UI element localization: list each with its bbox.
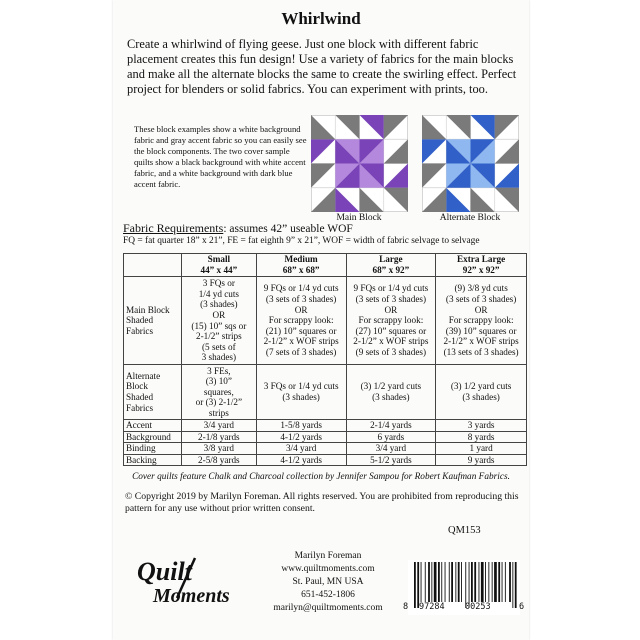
header-small: Small 44” x 44” [181, 254, 256, 277]
row-label-binding: Binding [124, 443, 182, 455]
logo-text-moments: Moments [153, 585, 230, 607]
table-cell: 2-1/8 yards [181, 431, 256, 443]
fabric-abbreviations: FQ = fat quarter 18” x 21”, FE = fat eighth 9” x 21”, WOF = width of fabric selvage to selvage [123, 236, 480, 246]
background-row [124, 431, 527, 443]
main-extra-large-cell: (9) 3/8 yd cuts (3 sets of 3 shades) OR For scrappy look: (39) 10” squares or 2-1/2” x WOF strips (13 sets of 3 shades) [436, 277, 527, 365]
alt-large-cell: (3) 1/2 yard cuts (3 shades) [346, 365, 436, 420]
address-name: Marilyn Foreman [294, 551, 362, 561]
header-empty-cell [124, 254, 182, 277]
address-website: www.quiltmoments.com [281, 564, 375, 574]
main-block-image [311, 115, 408, 212]
table-cell: 9 yards [436, 454, 527, 466]
main-block-row [124, 277, 527, 365]
table-cell: 5-1/2 yards [346, 454, 436, 466]
main-large-cell: 9 FQs or 1/4 yd cuts (3 sets of 3 shades) OR For scrappy look: (27) 10” squares or 2-1/2” x WOF strips (9 sets of 3 shades) [346, 277, 436, 365]
pattern-title: Whirlwind [281, 9, 361, 28]
table-cell: 4-1/2 yards [256, 431, 346, 443]
binding-row [124, 443, 527, 455]
pattern-back-cover: Whirlwind Create a whirlwind of flying geese. Just one block with different fabric placement creates this fun design! Use a variety of fabrics for the main blocks and make all the alternate blocks the same to create the swirling effect. Perfect project for blenders or solid fabrics. You can experiment with prints, too. These block examples show a white background fabric and gray accent fabric so you can easily see the block components. The two cover sample quilts show a black background with white accent fabric, and a white background with dark blue accent fabric. Main Block Alternate Block Fabric Requirements: assumes 42” useable WOF FQ = fat quarter 18” x 21”, FE = fat eighth 9” x 21”, WOF = width of fabric selvage to selvage Small 44” x 44” Medium 68” x 68” Large 68” x 92” Extra Large 92” x 92” Main Block Shaded Fabrics 3 FQs or 1/4 yd cuts (3 shades) OR (15) 10” sqs or 2-1/2” strips (5 sets of 3 shades) 9 FQs or 1/4 yd cuts (3 sets of 3 shades) OR For scrappy look: (21) 10” squares or 2-1/2” x WOF strips (7 sets of 3 shades) 9 FQs or 1/4 yd cuts (3 sets of 3 shades) OR For scrappy look: (27) 10” squares or 2-1/2” x WOF strips (9 sets of 3 shades) (9) 3/8 yd cuts (3 sets of 3 shades) OR For scrappy look: (39) 10” squares or 2-1/2” x WOF strips (13 sets of 3 shades) Alternate Block Shaded Fabrics 3 FEs, (3) 10” squares, or (3) 2-1/2” strips 3 FQs or 1/4 yd cuts (3 shades) (3) 1/2 yard cuts (3 shades) (3) 1/2 yard cuts (3 shades) Accent 3/4 yard 1-5/8 yards 2-1/4 yards 3 yards Background 2-1/8 yards 4-1/2 yards 6 yards 8 yards Binding 3/8 yard 3/4 yard 3/4 yard 1 yard Backing 2-5/8 yards 4-1/2 yards 5-1/2 yards 9 yards Cover quilts feature Chalk and Charcoal collection by Jennifer Sampou for Robert Kaufman Fabrics. © Copyright 2019 by Marilyn Foreman. All rights reserved. You are prohibited from reproducing this pattern for any use without prior written consent. QM153 Quilt Moments Marilyn Foreman www.quiltmoments.com St. Paul, MN USA 651-452-1806 marilyn@quiltmoments.com 8 97284 00253 6 [113, 0, 529, 640]
table-cell: 3/4 yard [256, 443, 346, 455]
table-cell: 4-1/2 yards [256, 454, 346, 466]
table-cell: 3/4 yard [181, 420, 256, 432]
intro-paragraph: Create a whirlwind of flying geese. Just one block with different fabric placement creates this fun design! Use a variety of fabrics for the main blocks and make all the alternate blocks the same to create the swirling effect. Perfect project for blenders or solid fabrics. You can experiment with prints, too. [127, 37, 517, 96]
main-block-caption: Main Block [336, 213, 382, 223]
header-medium: Medium 68” x 68” [256, 254, 346, 277]
table-cell: 2-5/8 yards [181, 454, 256, 466]
address-phone: 651-452-1806 [301, 590, 355, 600]
alt-small-cell: 3 FEs, (3) 10” squares, or (3) 2-1/2” strips [181, 365, 256, 420]
row-label-backing: Backing [124, 454, 182, 466]
row-label-main-block: Main Block Shaded Fabrics [124, 277, 182, 365]
table-cell: 2-1/4 yards [346, 420, 436, 432]
alt-medium-cell: 3 FQs or 1/4 yd cuts (3 shades) [256, 365, 346, 420]
table-cell: 3 yards [436, 420, 527, 432]
table-cell: 3/4 yard [346, 443, 436, 455]
publisher-address [263, 550, 393, 615]
cover-quilt-note: Cover quilts feature Chalk and Charcoal collection by Jennifer Sampou for Robert Kaufman Fabrics. [132, 472, 510, 482]
table-cell: 1 yard [436, 443, 527, 455]
row-label-background: Background [124, 431, 182, 443]
table-header-row [124, 254, 527, 277]
backing-row [124, 454, 527, 466]
copyright-notice: © Copyright 2019 by Marilyn Foreman. All rights reserved. You are prohibited from reproducing this pattern for any use without prior written consent. [125, 491, 519, 514]
address-email: marilyn@quiltmoments.com [273, 603, 383, 613]
address-city: St. Paul, MN USA [292, 577, 364, 587]
alternate-block-row [124, 365, 527, 420]
alternate-block-image [422, 115, 519, 212]
quilt-moments-logo [133, 554, 253, 614]
pattern-number: QM153 [448, 525, 481, 536]
fabric-requirements-table [123, 253, 527, 466]
logo-text-quilt: Quilt [137, 557, 192, 586]
header-large: Large 68” x 92” [346, 254, 436, 277]
fabric-requirements-heading: Fabric Requirements: assumes 42” useable WOF [123, 221, 353, 235]
table-cell: 3/8 yard [181, 443, 256, 455]
alternate-block-caption: Alternate Block [439, 213, 501, 223]
row-label-accent: Accent [124, 420, 182, 432]
main-small-cell: 3 FQs or 1/4 yd cuts (3 shades) OR (15) 10” sqs or 2-1/2” strips (5 sets of 3 shades) [181, 277, 256, 365]
table-cell: 6 yards [346, 431, 436, 443]
alt-extra-large-cell: (3) 1/2 yard cuts (3 shades) [436, 365, 527, 420]
main-medium-cell: 9 FQs or 1/4 yd cuts (3 sets of 3 shades) OR For scrappy look: (21) 10” squares or 2-1/2” x WOF strips (7 sets of 3 shades) [256, 277, 346, 365]
table-cell: 8 yards [436, 431, 527, 443]
row-label-alternate-block: Alternate Block Shaded Fabrics [124, 365, 182, 420]
header-extra-large: Extra Large 92” x 92” [436, 254, 527, 277]
accent-row [124, 420, 527, 432]
block-description: These block examples show a white background fabric and gray accent fabric so you can easily see the block components. The two cover sample quilts show a black background with white accent fabric, and a white background with dark blue accent fabric. [134, 124, 307, 189]
table-cell: 1-5/8 yards [256, 420, 346, 432]
